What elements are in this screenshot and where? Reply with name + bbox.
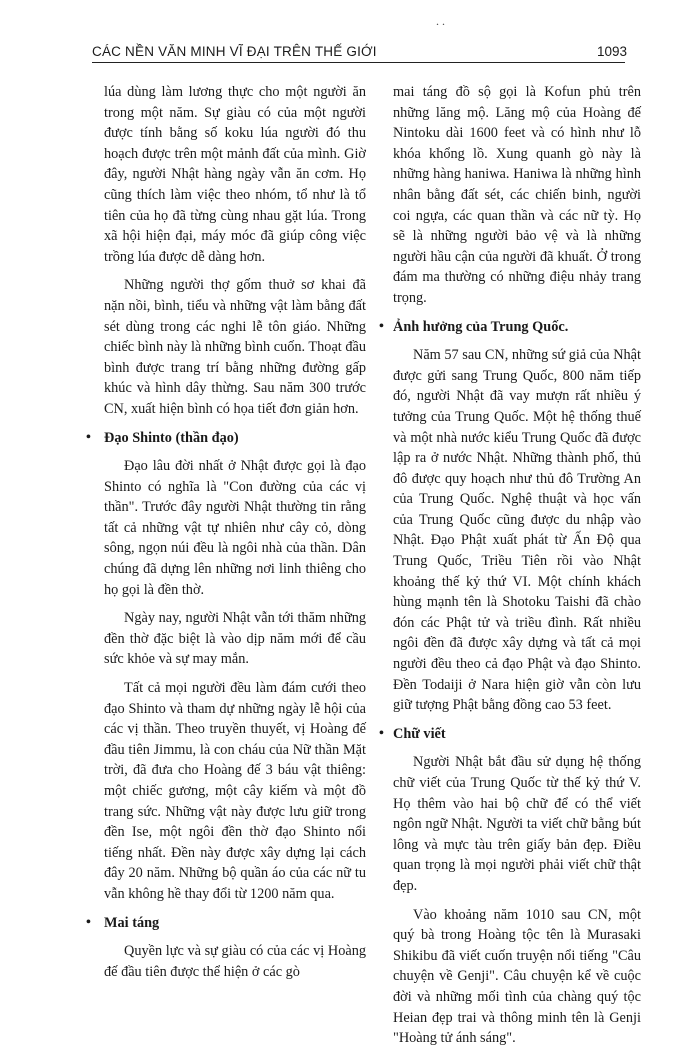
- bullet-icon: •: [379, 318, 384, 334]
- paragraph: Đạo lâu đời nhất ở Nhật được gọi là đạo Shinto có nghĩa là "Con đường của các vị thần". Trước đây người Nhật thường tin rằng tất cả những vật tự nhiên như cây cỏ, dòng sông, ngọn núi đều là ngôi nhà của thần. Dân chúng đã dựng lên những nơi linh thiêng cho họ gọi là đền thờ.: [104, 458, 366, 598]
- heading-text: Chữ viết: [393, 725, 446, 742]
- bullet-icon: •: [86, 429, 91, 445]
- page-number: 1093: [596, 44, 627, 59]
- right-column: [379, 82, 641, 1057]
- paragraph: lúa dùng làm lương thực cho một người ăn trong một năm. Sự giàu có của một người được tính bằng số koku lúa người đó thu hoạch được trên một mảnh đất của mình. Giờ đây, người Nhật hàng ngày vẫn ăn cơm. Họ cũng thích làm việc theo nhóm, tổ như là tổ tiên của họ đã từng cùng nhau gặt lúa. Trong xã hội hiện đại, máy móc đã giúp công việc trồng lúa được dễ dàng hơn.: [104, 84, 366, 265]
- section-heading-shinto: [86, 428, 366, 449]
- heading-text: Ảnh hưởng của Trung Quốc.: [393, 318, 569, 335]
- section-heading-burial: [86, 913, 366, 934]
- paragraph: Người Nhật bắt đầu sử dụng hệ thống chữ viết của Trung Quốc từ thế kỷ thứ V. Họ thêm vào hai bộ chữ để có thể viết ngôn ngữ Nhật. Người ta viết chữ bằng bút lông và mực tàu trên giấy bản đẹp. Điều quan trọng là mọi người phải viết chữ thật đẹp.: [393, 754, 641, 894]
- section-heading-china: [379, 317, 641, 338]
- page-header: [92, 38, 625, 63]
- left-column: [86, 82, 366, 990]
- paragraph: Quyền lực và sự giàu có của các vị Hoàng đế đầu tiên được thể hiện ở các gò: [104, 943, 366, 980]
- paragraph: Ngày nay, người Nhật vẫn tới thăm những đền thờ đặc biệt là vào dịp năm mới để cầu sức khỏe và sự may mắn.: [104, 610, 366, 668]
- running-title: CÁC NỀN VĂN MINH VĨ ĐẠI TRÊN THẾ GIỚI: [92, 44, 377, 59]
- paragraph: Năm 57 sau CN, những sứ giả của Nhật được gửi sang Trung Quốc, 800 năm tiếp đó, người Nhật đã vay mượn rất nhiều ý tưởng của Trung Quốc. Một hệ thống thuế và một nhà nước kiểu Trung Quốc đã được lập ra ở nước Nhật. Những thành phố, thủ đô được quy hoạch như thủ đô Trường An của Trung Quốc. Nghệ thuật và học vấn của Trung Quốc cũng được du nhập vào Nhật. Đạo Phật xuất phát từ Ấn Độ qua Trung Quốc, Triều Tiên rồi vào Nhật khoảng thế kỷ thứ VI. Một chính khách hùng mạnh tên là Shotoku Taishi đã chào đón các Phật tử và triều đình. Rất nhiều ngôi đền đã được xây dựng và tất cả mọi người đều theo cả đạo Phật và đạo Shinto. Đền Todaiji ở Nara hiện giờ vẫn còn lưu giữ tượng Phật bằng đồng cao 53 feet.: [393, 347, 641, 714]
- bullet-icon: •: [86, 914, 91, 930]
- section-heading-writing: [379, 724, 641, 745]
- scan-mark: . .: [436, 14, 445, 28]
- bullet-icon: •: [379, 725, 384, 741]
- paragraph: Tất cả mọi người đều làm đám cưới theo đạo Shinto và tham dự những ngày lễ hội của các vị thần. Theo truyền thuyết, vị Hoàng đế đầu tiên Jimmu, là con cháu của Nữ thần Mặt trời, đã đưa cho Hoàng đế 3 báu vật thiêng: một chiếc gương, một cây kiếm và một đồ trang sức. Những vật này được lưu giữ trong đền Ise, một ngôi đền thờ đạo Shinto nổi tiếng nhất. Đền này được xây dựng lại cách đây 20 năm. Những bộ quần áo của các nữ tu vẫn không hề thay đổi từ 1200 năm qua.: [104, 680, 366, 902]
- heading-text: Đạo Shinto (thần đạo): [104, 429, 239, 446]
- paragraph: Những người thợ gốm thuở sơ khai đã nặn nồi, bình, tiểu và những vật làm bằng đất sét dùng trong các nghi lễ tôn giáo. Những chiếc bình này là những bình cuốn. Thoạt đầu bình được trang trí bằng những đường gấp khúc và hình dây thừng. Sau năm 300 trước CN, xuất hiện bình có họa tiết đơn giản hơn.: [104, 277, 366, 417]
- paragraph: Vào khoảng năm 1010 sau CN, một quý bà trong Hoàng tộc tên là Murasaki Shikibu đã viết cuốn truyện nổi tiếng "Câu chuyện về Genji". Câu chuyện kể về cuộc đời và những mối tình của chàng quý tộc Heian đẹp trai và thông minh tên là Genji "Hoàng tử ánh sáng".: [393, 906, 641, 1047]
- heading-text: Mai táng: [104, 914, 160, 931]
- paragraph: mai táng đồ sộ gọi là Kofun phủ trên những lăng mộ. Lăng mộ của Hoàng đế Nintoku dài 1600 feet và có hình như lỗ khóa khổng lồ. Xung quanh gò này là những hàng haniwa. Haniwa là những hình nhân bằng đất sét, các chiến binh, người coi ngựa, các quan thần và các nữ tỳ. Họ sẽ là những người bảo vệ và là những người hầu cận của người đã khuất. Ở trong đám ma thường có những điệu nhảy trang trọng.: [393, 84, 641, 306]
